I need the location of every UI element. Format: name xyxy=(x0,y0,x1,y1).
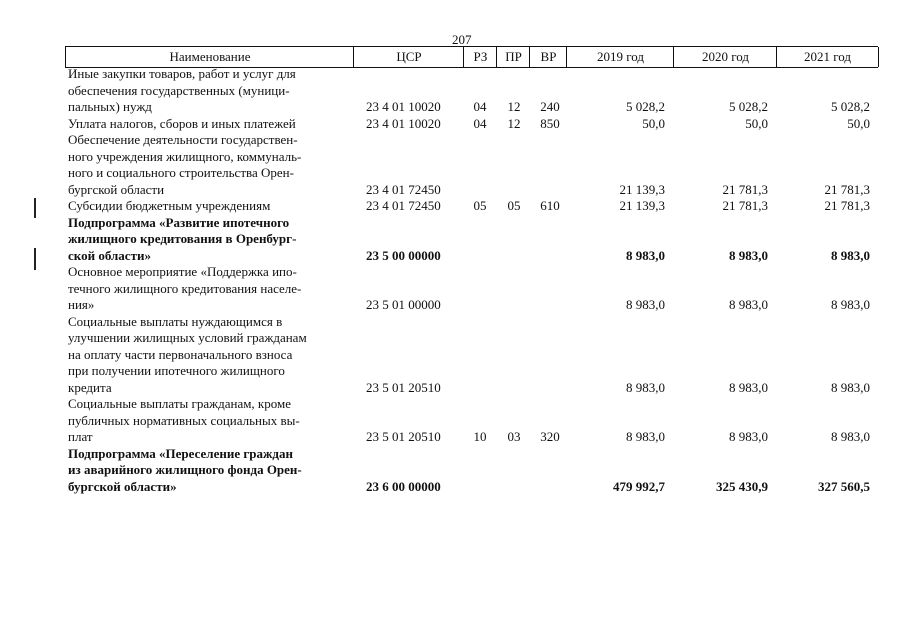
row-name: Социальные выплаты нуждающимся в улучшении жилищных условий гражданам на оплату части первоначального взноса при получении ипотечного жилищного кредита xyxy=(68,313,307,395)
row-rz: 04 xyxy=(473,99,487,114)
row-name: Обеспечение деятельности государствен- ного учреждения жилищного, коммуналь- ного и социального строительства Орен- бургской области xyxy=(68,132,302,197)
row-y2021: 8 983,0 xyxy=(831,379,870,395)
header-rz: РЗ xyxy=(463,47,497,67)
row-name: Социальные выплаты гражданам, кроме публичных нормативных социальных вы- плат xyxy=(68,396,300,444)
row-y2020: 8 983,0 xyxy=(729,379,768,395)
header-2019: 2019 год xyxy=(566,47,674,67)
row-pr: 05 xyxy=(507,198,521,213)
header-2021: 2021 год xyxy=(776,47,879,67)
row-y2021: 5 028,2 xyxy=(831,99,870,114)
row-name: Подпрограмма «Переселение граждан из аварийного жилищного фонда Орен- бургской области» xyxy=(68,445,302,494)
header-csr: ЦСР xyxy=(353,47,464,67)
row-y2020: 50,0 xyxy=(745,115,768,131)
row-csr: 23 5 01 20510 xyxy=(366,379,441,395)
row-pr: 12 xyxy=(507,115,521,131)
row-vr: 610 xyxy=(540,198,560,213)
row-name: Подпрограмма «Развитие ипотечного жилищного кредитования в Оренбург- ской области» xyxy=(68,214,297,263)
row-y2020: 8 983,0 xyxy=(729,247,768,263)
table-row xyxy=(0,215,905,265)
row-vr: 320 xyxy=(540,429,560,444)
row-pr: 03 xyxy=(507,429,521,444)
table-row xyxy=(0,66,905,116)
header-name: Наименование xyxy=(65,47,354,67)
row-y2019: 21 139,3 xyxy=(619,181,665,197)
row-vr: 850 xyxy=(540,115,560,131)
row-vr: 240 xyxy=(540,99,560,114)
row-y2019: 8 983,0 xyxy=(626,247,665,263)
row-y2019: 8 983,0 xyxy=(626,379,665,395)
row-y2020: 8 983,0 xyxy=(729,297,768,312)
row-rz: 04 xyxy=(473,115,487,131)
header-vr: ВР xyxy=(529,47,567,67)
row-csr: 23 5 01 00000 xyxy=(366,297,441,312)
row-rz: 10 xyxy=(473,429,487,444)
row-csr: 23 4 01 10020 xyxy=(366,115,441,131)
row-name: Основное мероприятие «Поддержка ипо- течного жилищного кредитования населе- ния» xyxy=(68,264,302,312)
row-y2021: 21 781,3 xyxy=(824,198,870,213)
table-row xyxy=(0,446,905,496)
row-y2020: 21 781,3 xyxy=(722,181,768,197)
row-csr: 23 4 01 10020 xyxy=(366,99,441,114)
table-row xyxy=(0,396,905,446)
header-2020: 2020 год xyxy=(673,47,777,67)
table-row xyxy=(0,132,905,198)
table-header xyxy=(65,46,878,68)
table-row xyxy=(0,116,905,133)
row-y2021: 8 983,0 xyxy=(831,247,870,263)
header-pr: ПР xyxy=(496,47,530,67)
row-y2021: 50,0 xyxy=(847,115,870,131)
page-number: 207 xyxy=(452,32,472,47)
row-rz: 05 xyxy=(473,198,487,213)
row-y2021: 8 983,0 xyxy=(831,297,870,312)
row-y2021: 327 560,5 xyxy=(818,478,870,494)
table-row xyxy=(0,198,905,215)
row-y2021: 21 781,3 xyxy=(824,181,870,197)
row-name: Уплата налогов, сборов и иных платежей xyxy=(68,115,296,131)
row-y2019: 50,0 xyxy=(642,115,665,131)
row-csr: 23 4 01 72450 xyxy=(366,198,441,213)
row-y2020: 325 430,9 xyxy=(716,478,768,494)
row-y2019: 21 139,3 xyxy=(619,198,665,213)
row-csr: 23 5 00 00000 xyxy=(366,247,441,263)
row-y2020: 5 028,2 xyxy=(729,99,768,114)
table-row xyxy=(0,314,905,397)
row-csr: 23 5 01 20510 xyxy=(366,429,441,444)
row-y2019: 8 983,0 xyxy=(626,429,665,444)
row-csr: 23 4 01 72450 xyxy=(366,181,441,197)
row-y2021: 8 983,0 xyxy=(831,429,870,444)
row-name: Иные закупки товаров, работ и услуг для обеспечения государственных (муници- пальных) нужд xyxy=(68,66,296,114)
row-y2019: 8 983,0 xyxy=(626,297,665,312)
table-row xyxy=(0,264,905,314)
row-name: Субсидии бюджетным учреждениям xyxy=(68,198,271,213)
row-y2019: 479 992,7 xyxy=(613,478,665,494)
row-csr: 23 6 00 00000 xyxy=(366,478,441,494)
row-y2020: 8 983,0 xyxy=(729,429,768,444)
row-y2020: 21 781,3 xyxy=(722,198,768,213)
row-y2019: 5 028,2 xyxy=(626,99,665,114)
row-pr: 12 xyxy=(507,99,521,114)
